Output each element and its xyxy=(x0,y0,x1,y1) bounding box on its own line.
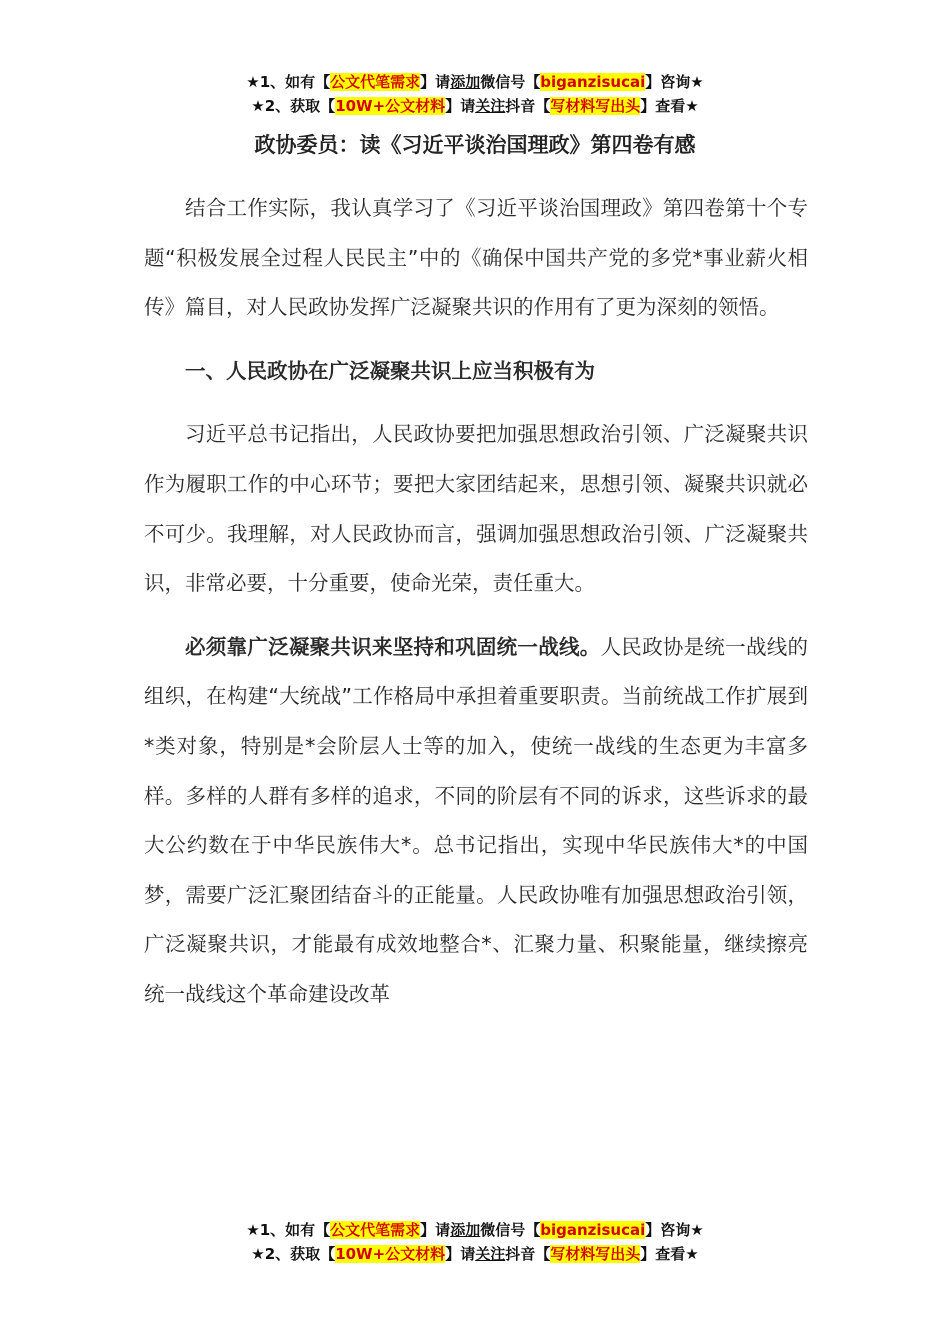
promo-highlight: 10W+公文材料 xyxy=(335,1245,446,1263)
promo-text: 抖音【 xyxy=(505,1245,551,1263)
promo-highlight: 公文代笔需求 xyxy=(330,73,421,91)
promo-line-2 xyxy=(0,94,950,118)
promo-underlined-text: 关注 xyxy=(475,97,506,115)
promo-highlight: 公文代笔需求 xyxy=(330,1221,421,1239)
promo-text: ★2、获取【 xyxy=(251,1245,336,1263)
promo-underlined-text: 添加 xyxy=(450,73,481,91)
paragraph-lead: 必须靠广泛凝聚共识来坚持和巩固统一战线。 xyxy=(185,634,601,659)
paragraph-text: 人民政协是统一战线的组织，在构建“大统战”工作格局中承担着重要职责。当前统战工作扩展到*类对象，特别是*会阶层人士等的加入，使统一战线的生态更为丰富多样。多样的人群有多样的追求，不同的阶层有不同的诉求，这些诉求的最大公约数在于中华民族伟大*。总书记指出，实现中华民族伟大*的中国梦，需要广泛汇聚团结奋斗的正能量。人民政协唯有加强思想政治引领，广泛凝聚共识，才能最有成效地整合*、汇聚力量、积聚能量，继续擦亮统一战线这个革命建设改革 xyxy=(144,634,809,1006)
promo-text: 】请 xyxy=(420,73,451,91)
promo-text: 】咨询★ xyxy=(645,1221,704,1239)
promo-text: 】查看★ xyxy=(640,1245,699,1263)
section-heading: 一、人民政协在广泛凝聚共识上应当积极有为 xyxy=(185,358,595,383)
promo-text: 】请 xyxy=(445,97,476,115)
promo-text: 微信号【 xyxy=(480,1221,541,1239)
intro-paragraph: 结合工作实际，我认真学习了《习近平谈治国理政》第四卷第十个专题“积极发展全过程人民民主”中的《确保中国共产党的多党*事业薪火相传》篇目，对人民政协发挥广泛凝聚共识的作用有了更为深刻的领悟。 xyxy=(144,196,808,320)
document-body xyxy=(144,184,808,1020)
promo-line-1 xyxy=(0,1218,950,1242)
promo-text: 】咨询★ xyxy=(645,73,704,91)
promo-text: ★1、如有【 xyxy=(246,73,331,91)
promo-text: 】请 xyxy=(445,1245,476,1263)
promo-wechat-id: biganzisucai xyxy=(540,73,646,91)
body-paragraph: 习近平总书记指出，人民政协要把加强思想政治引领、广泛凝聚共识作为履职工作的中心环节；要把大家团结起来，思想引领、凝聚共识就必不可少。我理解，对人民政协而言，强调加强思想政治引领、广泛凝聚共识，非常必要，十分重要，使命光荣，责任重大。 xyxy=(144,422,808,596)
promo-text: 】请 xyxy=(420,1221,451,1239)
promo-douyin-id: 写材料写出头 xyxy=(550,97,641,115)
promo-douyin-id: 写材料写出头 xyxy=(550,1245,641,1263)
promo-underlined-text: 添加 xyxy=(450,1221,481,1239)
promo-highlight: 10W+公文材料 xyxy=(335,97,446,115)
document-title: 政协委员：读《习近平谈治国理政》第四卷有感 xyxy=(254,133,696,157)
promo-line-2 xyxy=(0,1242,950,1266)
promo-text: 微信号【 xyxy=(480,73,541,91)
promo-text: 】查看★ xyxy=(640,97,699,115)
promo-text: ★1、如有【 xyxy=(246,1221,331,1239)
promo-banner-bottom xyxy=(0,1218,950,1266)
promo-banner-top xyxy=(0,70,950,118)
promo-text: ★2、获取【 xyxy=(251,97,336,115)
promo-underlined-text: 关注 xyxy=(475,1245,506,1263)
promo-text: 抖音【 xyxy=(505,97,551,115)
promo-wechat-id: biganzisucai xyxy=(540,1221,646,1239)
promo-line-1 xyxy=(0,70,950,94)
body-paragraph xyxy=(144,623,808,1020)
